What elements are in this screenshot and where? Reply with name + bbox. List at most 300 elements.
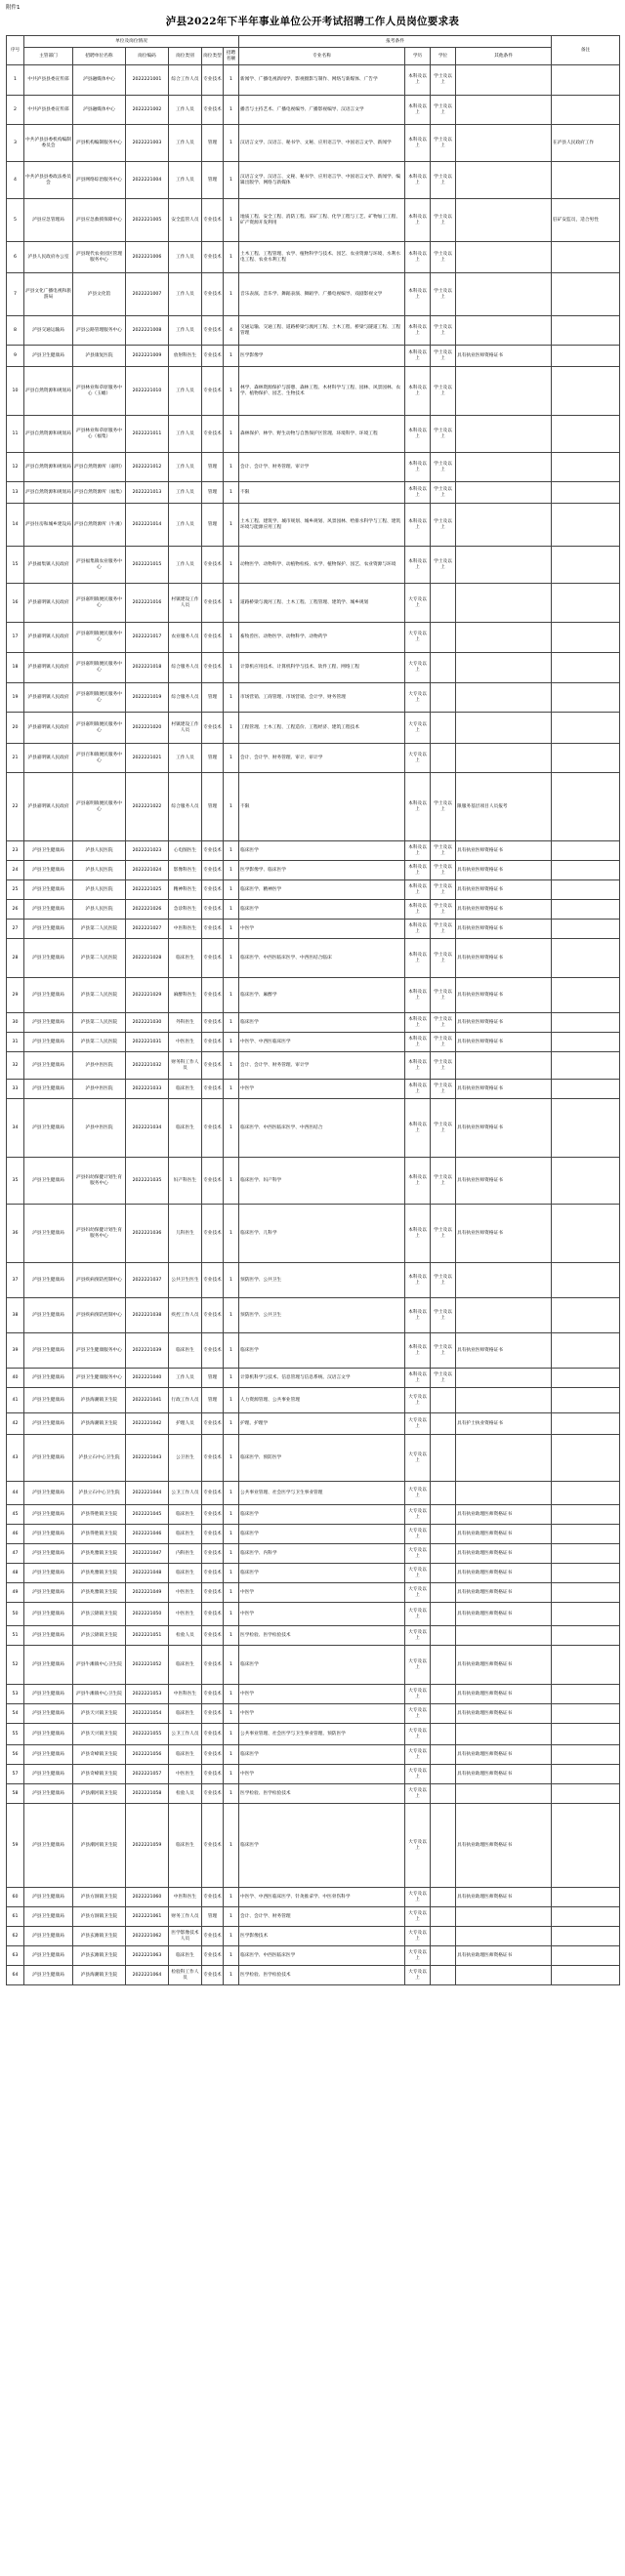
cell-other: 具有执业助理医师资格证书	[456, 1603, 552, 1626]
cell-type: 专业技术	[202, 1888, 224, 1907]
cell-type: 专业技术	[202, 242, 224, 273]
cell-other: 具有执业助理医师资格证书	[456, 1888, 552, 1907]
cell-seq: 39	[7, 1333, 24, 1369]
cell-count: 1	[224, 242, 239, 273]
cell-dept: 泸县嘉明镇人民政府	[24, 713, 73, 744]
cell-education: 本科及以上	[405, 482, 431, 504]
cell-type: 管理	[202, 1388, 224, 1413]
cell-code: 2022221054	[126, 1704, 169, 1724]
cell-dept: 泸县卫生健康局	[24, 1205, 73, 1263]
cell-category: 临床医生	[169, 1946, 202, 1966]
cell-code: 2022221013	[126, 482, 169, 504]
cell-seq: 27	[7, 920, 24, 939]
cell-count: 1	[224, 1158, 239, 1205]
cell-count: 1	[224, 713, 239, 744]
cell-education: 大专及以上	[405, 1784, 431, 1804]
cell-unit: 泸县得胜镇卫生院	[73, 1525, 126, 1544]
cell-count: 1	[224, 1482, 239, 1505]
cell-note	[552, 482, 620, 504]
cell-seq: 60	[7, 1888, 24, 1907]
cell-category: 工作人员	[169, 453, 202, 482]
cell-education: 本科及以上	[405, 242, 431, 273]
cell-code: 2022221050	[126, 1603, 169, 1626]
cell-category: 中医医生	[169, 1765, 202, 1784]
cell-major: 会计、会计学、财务管理、审计、审计学	[239, 744, 405, 773]
cell-education: 大专及以上	[405, 1646, 431, 1685]
cell-note	[552, 1435, 620, 1482]
cell-dept: 泸县卫生健康局	[24, 1544, 73, 1564]
cell-note	[552, 1685, 620, 1704]
cell-dept: 泸县自然资源和规划局	[24, 453, 73, 482]
cell-note	[552, 744, 620, 773]
table-row	[7, 316, 620, 346]
cell-note	[552, 939, 620, 978]
cell-other	[456, 1907, 552, 1927]
cell-education: 大专及以上	[405, 1603, 431, 1626]
cell-note	[552, 1583, 620, 1603]
cell-degree	[431, 1907, 456, 1927]
cell-major: 会计、会计学、财务管理、审计学	[239, 1052, 405, 1080]
cell-degree	[431, 1544, 456, 1564]
cell-note	[552, 242, 620, 273]
cell-note	[552, 1388, 620, 1413]
cell-type: 专业技术	[202, 1263, 224, 1298]
cell-category: 公卫工作人员	[169, 1724, 202, 1745]
cell-major: 临床医学	[239, 1804, 405, 1888]
cell-count: 1	[224, 841, 239, 861]
cell-other	[456, 273, 552, 316]
cell-unit: 泸县嘉明镇便民服务中心	[73, 713, 126, 744]
cell-dept: 泸县卫生健康局	[24, 1435, 73, 1482]
cell-major: 人力资源管理、公共事业管理	[239, 1388, 405, 1413]
cell-count: 1	[224, 1724, 239, 1745]
table-row	[7, 1052, 620, 1080]
cell-code: 2022221037	[126, 1263, 169, 1298]
table-row	[7, 1603, 620, 1626]
cell-education: 大专及以上	[405, 1388, 431, 1413]
cell-education: 本科及以上	[405, 1013, 431, 1033]
cell-unit: 泸县融媒体中心	[73, 96, 126, 125]
cell-count: 1	[224, 125, 239, 162]
header-major: 专业名称	[239, 48, 405, 65]
cell-category: 儿科医生	[169, 1205, 202, 1263]
cell-category: 精神科医生	[169, 880, 202, 900]
cell-type: 专业技术	[202, 273, 224, 316]
cell-other	[456, 623, 552, 653]
cell-unit: 泸县嘉明镇便民服务中心	[73, 623, 126, 653]
cell-dept: 泸县卫生健康局	[24, 1298, 73, 1333]
cell-note	[552, 861, 620, 880]
cell-other: 具有执业助理医师资格证书	[456, 1946, 552, 1966]
cell-dept: 泸县卫生健康局	[24, 1966, 73, 1985]
cell-count: 1	[224, 1099, 239, 1158]
cell-type: 专业技术	[202, 1205, 224, 1263]
cell-note	[552, 1626, 620, 1646]
cell-category: 综合工作人员	[169, 65, 202, 96]
cell-dept: 泸县住房和城乡建设局	[24, 504, 73, 547]
table-row	[7, 1966, 620, 1985]
cell-major: 医学影像技术	[239, 1927, 405, 1946]
cell-education: 本科及以上	[405, 1052, 431, 1080]
cell-education: 大专及以上	[405, 1435, 431, 1482]
cell-note	[552, 273, 620, 316]
cell-category: 临床医生	[169, 1099, 202, 1158]
cell-category: 工作人员	[169, 96, 202, 125]
cell-education: 大专及以上	[405, 1583, 431, 1603]
cell-degree: 学士及以上	[431, 841, 456, 861]
cell-major: 中医学	[239, 1080, 405, 1099]
table-row	[7, 861, 620, 880]
cell-education: 本科及以上	[405, 199, 431, 242]
cell-category: 急诊科医生	[169, 900, 202, 920]
cell-category: 农业服务人员	[169, 623, 202, 653]
cell-dept: 泸县卫生健康局	[24, 1784, 73, 1804]
cell-dept: 泸县卫生健康局	[24, 1603, 73, 1626]
cell-unit: 泸县兆雅镇卫生院	[73, 1544, 126, 1564]
table-row	[7, 504, 620, 547]
cell-seq: 36	[7, 1205, 24, 1263]
cell-education: 大专及以上	[405, 744, 431, 773]
cell-dept: 泸县卫生健康局	[24, 1052, 73, 1080]
cell-count: 1	[224, 1080, 239, 1099]
table-row	[7, 1544, 620, 1564]
cell-other: 具有执业医师资格证书	[456, 861, 552, 880]
cell-unit: 泸县立石中心卫生院	[73, 1482, 126, 1505]
cell-count: 1	[224, 1369, 239, 1388]
cell-dept: 泸县卫生健康局	[24, 1626, 73, 1646]
table-row	[7, 1724, 620, 1745]
cell-note	[552, 1646, 620, 1685]
cell-count: 1	[224, 1646, 239, 1685]
cell-dept: 泸县卫生健康局	[24, 939, 73, 978]
attachment-label: 附件1	[6, 5, 21, 11]
cell-education: 本科及以上	[405, 125, 431, 162]
cell-note	[552, 1333, 620, 1369]
cell-seq: 28	[7, 939, 24, 978]
header-degree: 学位	[431, 48, 456, 65]
cell-dept: 中共泸县县委宣传部	[24, 65, 73, 96]
cell-major: 公共事业管理、社会医学与卫生事业管理、预防医学	[239, 1724, 405, 1745]
cell-seq: 43	[7, 1435, 24, 1482]
cell-dept: 泸县卫生健康局	[24, 1724, 73, 1745]
cell-note	[552, 1704, 620, 1724]
cell-code: 2022221039	[126, 1333, 169, 1369]
cell-count: 1	[224, 1388, 239, 1413]
cell-degree	[431, 1505, 456, 1525]
cell-other: 具有执业医师资格证书	[456, 880, 552, 900]
cell-major: 土木工程、建筑学、城市规划、城乡规划、风景园林、给排水科学与工程、建筑环境与能源应用工程	[239, 504, 405, 547]
cell-category: 工作人员	[169, 316, 202, 346]
cell-note	[552, 900, 620, 920]
cell-major: 临床医学、预防医学	[239, 1435, 405, 1482]
cell-unit: 泸县自然资源所（嘉明）	[73, 453, 126, 482]
cell-count: 1	[224, 1626, 239, 1646]
table-row	[7, 1745, 620, 1765]
header-type: 岗位类型	[202, 48, 224, 65]
table-row	[7, 978, 620, 1013]
cell-degree: 学士及以上	[431, 316, 456, 346]
table-body	[7, 65, 620, 1985]
cell-category: 临床医生	[169, 1745, 202, 1765]
table-row	[7, 920, 620, 939]
cell-unit: 泸县公路管理服务中心	[73, 316, 126, 346]
cell-degree: 学士及以上	[431, 939, 456, 978]
cell-seq: 23	[7, 841, 24, 861]
cell-unit: 泸县林业和草原服务中心（福集）	[73, 416, 126, 453]
cell-major: 临床医学、中西医临床医学	[239, 1946, 405, 1966]
cell-dept: 泸县卫生健康局	[24, 1745, 73, 1765]
cell-type: 专业技术	[202, 1525, 224, 1544]
cell-education: 大专及以上	[405, 1505, 431, 1525]
table-row	[7, 367, 620, 416]
cell-note	[552, 623, 620, 653]
table-row	[7, 199, 620, 242]
table-row	[7, 1013, 620, 1033]
cell-code: 2022221036	[126, 1205, 169, 1263]
cell-count: 1	[224, 744, 239, 773]
cell-category: 护理人员	[169, 1413, 202, 1435]
cell-other: 具有执业助理医师资格证书	[456, 1544, 552, 1564]
cell-other: 具有执业医师资格证书	[456, 1333, 552, 1369]
cell-category: 疾控工作人员	[169, 1298, 202, 1333]
cell-other: 具有执业医师资格证书	[456, 978, 552, 1013]
cell-unit: 泸县牛滩镇中心卫生院	[73, 1646, 126, 1685]
cell-seq: 29	[7, 978, 24, 1013]
cell-unit: 泸县海潮镇卫生院	[73, 1388, 126, 1413]
cell-category: 中医科医生	[169, 1888, 202, 1907]
cell-type: 专业技术	[202, 1052, 224, 1080]
cell-unit: 泸县得胜镇卫生院	[73, 1505, 126, 1525]
cell-seq: 35	[7, 1158, 24, 1205]
cell-unit: 泸县人民医院	[73, 900, 126, 920]
cell-count: 1	[224, 1603, 239, 1626]
cell-education: 大专及以上	[405, 1804, 431, 1888]
cell-degree: 学士及以上	[431, 861, 456, 880]
cell-note	[552, 416, 620, 453]
cell-seq: 59	[7, 1804, 24, 1888]
cell-category: 影像科医生	[169, 861, 202, 880]
cell-major: 市场营销、工商管理、市场营销、会计学、财务管理	[239, 683, 405, 713]
cell-other: 具有执业医师资格证书	[456, 920, 552, 939]
cell-count: 1	[224, 1564, 239, 1583]
cell-unit: 泸县机构编制服务中心	[73, 125, 126, 162]
cell-education: 本科及以上	[405, 1369, 431, 1388]
cell-category: 安全监管人员	[169, 199, 202, 242]
cell-note	[552, 316, 620, 346]
table-row	[7, 125, 620, 162]
cell-count: 1	[224, 1205, 239, 1263]
cell-type: 专业技术	[202, 841, 224, 861]
cell-major: 预防医学、公共卫生	[239, 1263, 405, 1298]
header-code: 岗位编码	[126, 48, 169, 65]
cell-count: 1	[224, 346, 239, 367]
cell-major: 畜牧兽医、动物医学、动物科学、动物药学	[239, 623, 405, 653]
cell-other: 限服务基层项目人员报考	[456, 773, 552, 841]
cell-unit: 泸县中医医院	[73, 1052, 126, 1080]
cell-unit: 泸县第二人民医院	[73, 978, 126, 1013]
cell-seq: 14	[7, 504, 24, 547]
cell-major: 临床医学	[239, 1745, 405, 1765]
cell-education: 本科及以上	[405, 162, 431, 199]
cell-unit: 泸县立石中心卫生院	[73, 1435, 126, 1482]
cell-other: 具有执业助理医师资格证书	[456, 1583, 552, 1603]
cell-count: 1	[224, 96, 239, 125]
cell-code: 2022221062	[126, 1927, 169, 1946]
cell-major: 中医学	[239, 920, 405, 939]
cell-other	[456, 1263, 552, 1298]
cell-major: 计算机科学与技术、信息管理与信息系统、汉语言文学	[239, 1369, 405, 1388]
cell-code: 2022221007	[126, 273, 169, 316]
cell-note	[552, 1745, 620, 1765]
cell-code: 2022221034	[126, 1099, 169, 1158]
cell-type: 专业技术	[202, 1704, 224, 1724]
cell-dept: 泸县卫生健康局	[24, 1564, 73, 1583]
cell-major: 森林保护、林学、野生动物与自然保护区管理、环境科学、环境工程	[239, 416, 405, 453]
cell-degree	[431, 1685, 456, 1704]
cell-note	[552, 1724, 620, 1745]
cell-other	[456, 1388, 552, 1413]
cell-degree: 学士及以上	[431, 900, 456, 920]
cell-degree: 学士及以上	[431, 773, 456, 841]
cell-code: 2022221033	[126, 1080, 169, 1099]
cell-unit: 泸县方洞镇卫生院	[73, 1907, 126, 1927]
cell-education: 本科及以上	[405, 880, 431, 900]
cell-other	[456, 547, 552, 584]
cell-other: 具有执业助理医师资格证书	[456, 1704, 552, 1724]
cell-type: 管理	[202, 453, 224, 482]
table-row	[7, 453, 620, 482]
cell-education: 大专及以上	[405, 1525, 431, 1544]
cell-unit: 泸县网络综治服务中心	[73, 162, 126, 199]
cell-other	[456, 1724, 552, 1745]
cell-category: 妇产科医生	[169, 1158, 202, 1205]
cell-note	[552, 1966, 620, 1985]
cell-unit: 泸县兆雅镇卫生院	[73, 1564, 126, 1583]
cell-other	[456, 242, 552, 273]
cell-category: 公卫工作人员	[169, 1482, 202, 1505]
cell-code: 2022221016	[126, 584, 169, 623]
cell-major: 医学影像学	[239, 346, 405, 367]
cell-seq: 61	[7, 1907, 24, 1927]
cell-category: 工作人员	[169, 242, 202, 273]
cell-other	[456, 162, 552, 199]
cell-code: 2022221024	[126, 861, 169, 880]
cell-note	[552, 978, 620, 1013]
cell-count: 1	[224, 504, 239, 547]
cell-unit: 泸县海潮镇卫生院	[73, 1413, 126, 1435]
cell-other: 具有执业助理医师资格证书	[456, 1505, 552, 1525]
cell-note	[552, 367, 620, 416]
cell-other	[456, 1052, 552, 1080]
cell-dept: 中共泸县县委政法委员会	[24, 162, 73, 199]
cell-unit: 泸县嘉明镇便民服务中心	[73, 683, 126, 713]
cell-degree	[431, 1966, 456, 1985]
cell-education: 本科及以上	[405, 346, 431, 367]
cell-major: 交通运输、交通工程、道路桥梁与渡河工程、土木工程、桥梁与隧道工程、工程管理	[239, 316, 405, 346]
cell-code: 2022221001	[126, 65, 169, 96]
cell-unit: 泸县疾病预防控制中心	[73, 1263, 126, 1298]
cell-other	[456, 1927, 552, 1946]
cell-category: 行政工作人员	[169, 1388, 202, 1413]
cell-major: 动物医学、动物科学、动植物检疫、农学、植物保护、园艺、农业资源与环境	[239, 547, 405, 584]
table-row	[7, 346, 620, 367]
cell-other: 具有执业医师资格证书	[456, 1158, 552, 1205]
table-row	[7, 1263, 620, 1298]
cell-major: 临床医学	[239, 1013, 405, 1033]
cell-seq: 41	[7, 1388, 24, 1413]
cell-count: 1	[224, 900, 239, 920]
cell-degree: 学士及以上	[431, 1052, 456, 1080]
cell-degree: 学士及以上	[431, 162, 456, 199]
cell-seq: 18	[7, 653, 24, 683]
cell-type: 专业技术	[202, 1298, 224, 1333]
cell-seq: 21	[7, 744, 24, 773]
header-unit: 招聘单位名称	[73, 48, 126, 65]
cell-degree	[431, 1724, 456, 1745]
cell-other: 具有执业医师资格证书	[456, 1033, 552, 1052]
header-edu: 学历	[405, 48, 431, 65]
cell-seq: 15	[7, 547, 24, 584]
cell-note	[552, 1525, 620, 1544]
cell-type: 专业技术	[202, 1784, 224, 1804]
cell-note	[552, 920, 620, 939]
cell-education: 本科及以上	[405, 978, 431, 1013]
cell-code: 2022221056	[126, 1745, 169, 1765]
cell-code: 2022221022	[126, 773, 169, 841]
cell-category: 中医科医生	[169, 920, 202, 939]
cell-category: 工作人员	[169, 482, 202, 504]
cell-education: 本科及以上	[405, 841, 431, 861]
cell-major: 医学检验、医学检验技术	[239, 1784, 405, 1804]
cell-category: 财务工作人员	[169, 1907, 202, 1927]
cell-degree	[431, 653, 456, 683]
cell-seq: 7	[7, 273, 24, 316]
cell-degree	[431, 1646, 456, 1685]
table-row	[7, 1205, 620, 1263]
cell-note	[552, 1099, 620, 1158]
cell-unit: 泸县海潮镇卫生院	[73, 1966, 126, 1985]
cell-dept: 泸县卫生健康局	[24, 1263, 73, 1298]
cell-major: 临床医学	[239, 1333, 405, 1369]
cell-count: 1	[224, 1704, 239, 1724]
cell-degree: 学士及以上	[431, 1013, 456, 1033]
cell-degree: 学士及以上	[431, 1033, 456, 1052]
cell-code: 2022221030	[126, 1013, 169, 1033]
cell-major: 临床医学	[239, 841, 405, 861]
cell-dept: 泸县卫生健康局	[24, 1685, 73, 1704]
cell-seq: 11	[7, 416, 24, 453]
cell-other: 具有执业医师资格证书	[456, 1099, 552, 1158]
cell-other	[456, 713, 552, 744]
cell-dept: 泸县卫生健康局	[24, 1033, 73, 1052]
cell-degree	[431, 1435, 456, 1482]
cell-seq: 57	[7, 1765, 24, 1784]
cell-seq: 32	[7, 1052, 24, 1080]
cell-dept: 泸县卫生健康局	[24, 346, 73, 367]
cell-category: 内科医生	[169, 1544, 202, 1564]
table-row	[7, 1413, 620, 1435]
cell-education: 大专及以上	[405, 653, 431, 683]
cell-education: 大专及以上	[405, 1413, 431, 1435]
table-row	[7, 1333, 620, 1369]
cell-education: 本科及以上	[405, 1263, 431, 1298]
cell-education: 本科及以上	[405, 1158, 431, 1205]
cell-degree	[431, 1626, 456, 1646]
cell-other: 具有执业助理医师资格证书	[456, 1685, 552, 1704]
cell-education: 大专及以上	[405, 1966, 431, 1985]
table-row	[7, 547, 620, 584]
cell-code: 2022221064	[126, 1966, 169, 1985]
